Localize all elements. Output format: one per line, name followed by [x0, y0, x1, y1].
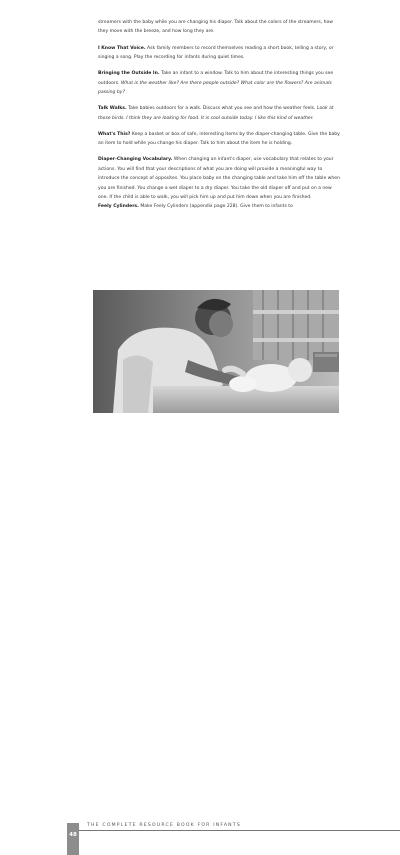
paragraph-italic-text: Look at those birds. I think they are looking for food. It is cool outside today. I like this kind of weather.	[98, 106, 334, 121]
paragraph-walks	[98, 104, 340, 123]
paragraph-outside	[98, 69, 340, 97]
activity-heading: I Know That Voice.	[98, 45, 146, 51]
activity-heading: Bringing the Outside In.	[98, 71, 160, 77]
activity-heading: Talk Walks.	[98, 106, 127, 112]
activity-heading: Feely Cylinders.	[98, 204, 139, 210]
activity-heading: What's This?	[98, 131, 131, 137]
paragraph-text: When changing an infant's diaper, use vocabulary that relates to your actions. You will find that your descriptions of what you are doing will provide a meaningful way to introduce the concept of opposites. You place baby on the changing table and take him off the table when you are finished. You change a wet diaper to a dry diaper. You take the old diaper off and put on a new one. If the child is able to walk, you will pick him up and put him down when you are finished.	[98, 157, 340, 201]
paragraph-text: Ask family members to record themselves reading a short book, telling a story, or singing a song. Play the recording for infants during quiet times.	[98, 45, 334, 61]
page-number: 48	[67, 823, 79, 855]
paragraph-text: Keep a basket or box of safe, interesting items by the diaper-changing table. Give the baby an item to hold while you change his diaper. Talk to him about the item he is holding.	[98, 131, 340, 147]
paragraph-voice	[98, 44, 340, 63]
footer-divider	[79, 830, 400, 831]
paragraph-italic-text: What is the weather like? Are there people outside? What color are the flowers? Are animals passing by?	[98, 80, 332, 96]
paragraph-text: Take babies outdoors for a walk. Discuss what you see and how the weather feels.	[126, 106, 317, 112]
left-margin	[0, 0, 67, 445]
paragraph-vocabulary	[98, 155, 340, 202]
paragraph-text: streamers with the baby while you are changing his diaper. Talk about the colors of the streamers, how they move with the breeze, and how long they are.	[98, 20, 334, 35]
paragraph-text: Take an infant to a window. Talk to him about the interesting things you see outdoors.	[98, 71, 334, 86]
paragraph-whats-this	[98, 130, 340, 149]
paragraph-streamers	[98, 18, 340, 37]
paragraph-feely	[98, 202, 340, 211]
page-footer	[0, 410, 400, 838]
caregiver-changing-infant-photo	[93, 290, 339, 413]
paragraph-text: Make Feely Cylinders (appendix page 228). Give them to infants to	[138, 204, 293, 210]
activity-heading: Diaper-Changing Vocabulary.	[98, 157, 173, 163]
body-text	[98, 18, 340, 219]
running-head: THE COMPLETE RESOURCE BOOK FOR INFANTS	[87, 823, 241, 828]
